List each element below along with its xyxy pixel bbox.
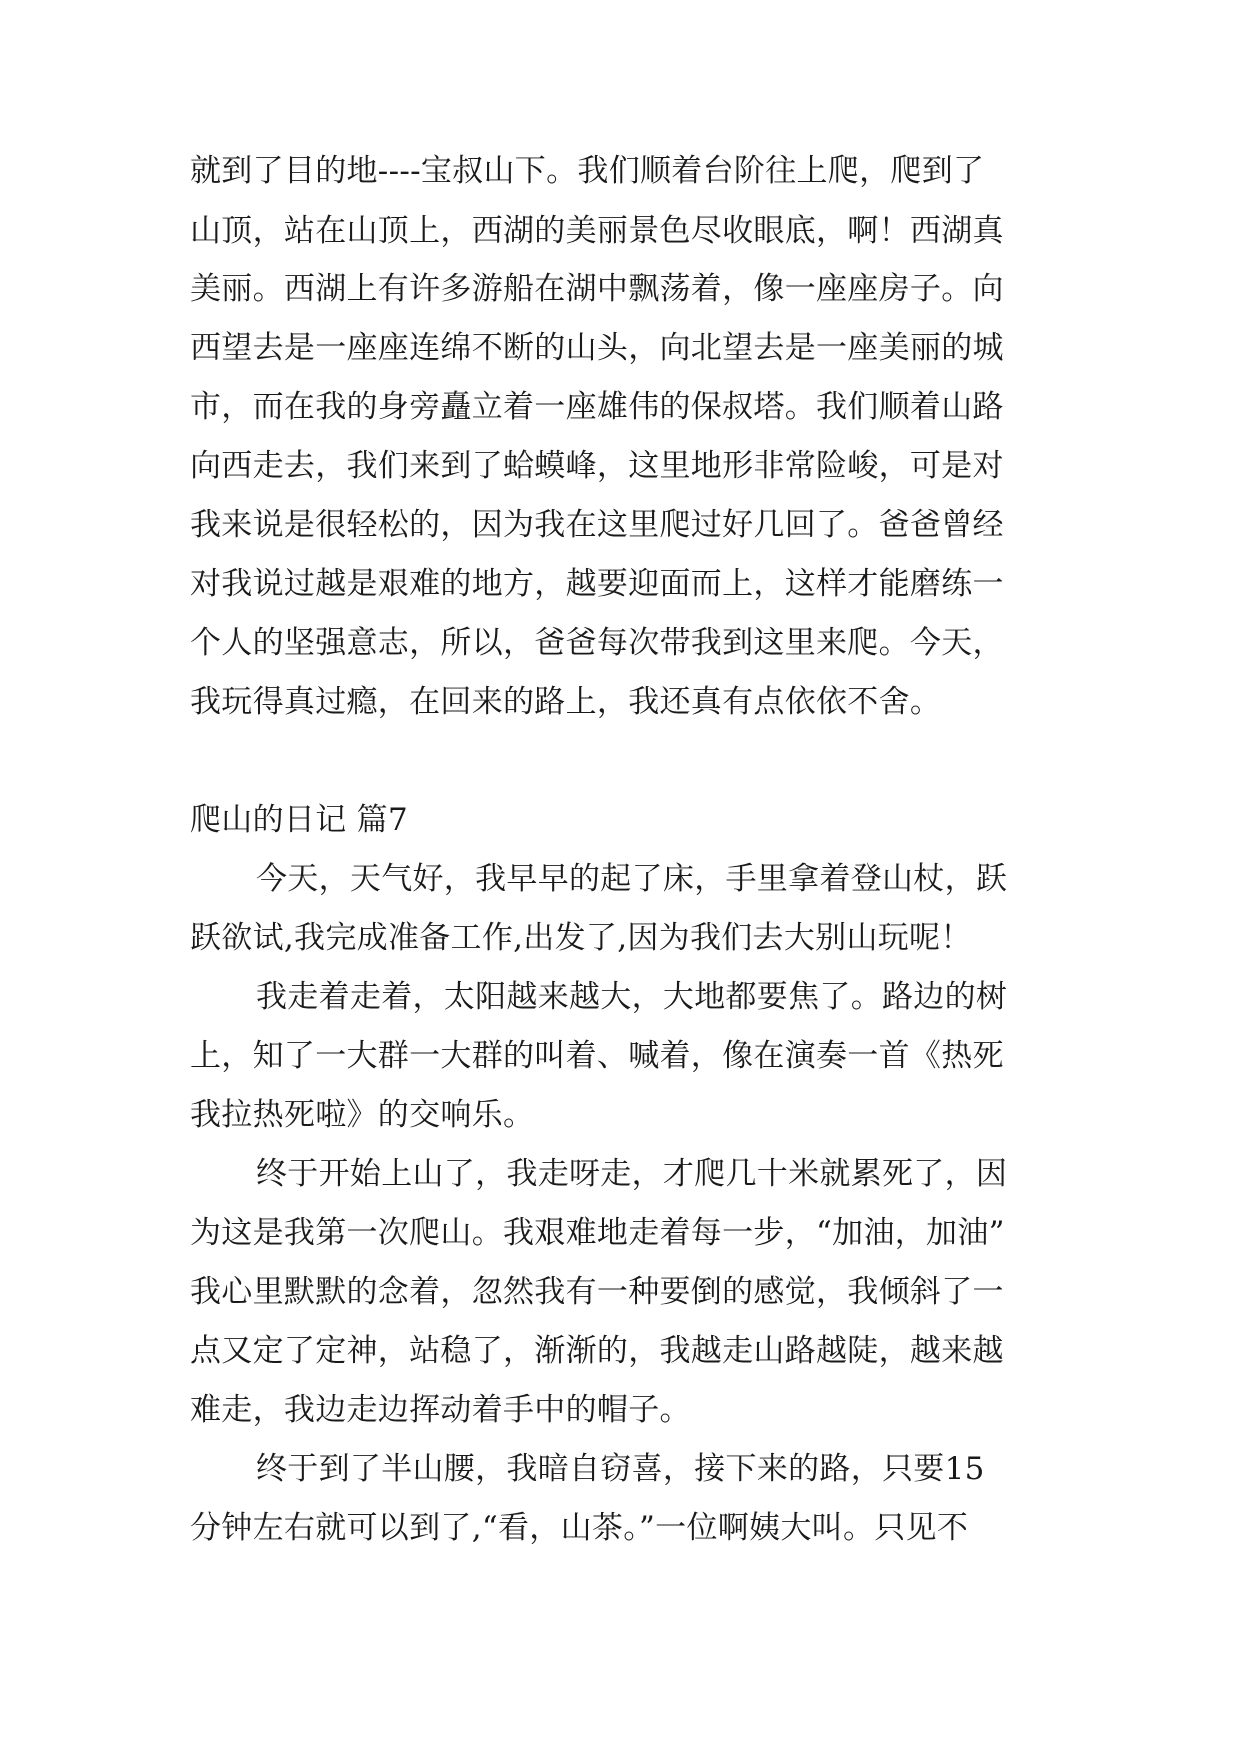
paragraph-first-line: 我走着走着，太阳越来越大，大地都要焦了。路边的树 [256,979,1008,1015]
text-line: 就到了目的地----宝叔山下。我们顺着台阶往上爬，爬到了 [190,153,985,189]
text-line: 市，而在我的身旁矗立着一座雄伟的保叔塔。我们顺着山路 [190,389,1004,425]
text-line: 为这是我第一次爬山。我艰难地走着每一步，“加油，加油” [190,1215,1005,1251]
text-line: 我拉热死啦》的交响乐。 [190,1097,535,1133]
paragraph-first-line: 终于到了半山腰，我暗自窃喜，接下来的路，只要15 [256,1451,985,1487]
text-line: 对我说过越是艰难的地方，越要迎面而上，这样才能磨练一 [190,566,1004,602]
text-line: 我玩得真过瘾，在回来的路上，我还真有点依依不舍。 [190,684,942,720]
text-line: 我来说是很轻松的，因为我在这里爬过好几回了。爸爸曾经 [190,507,1004,543]
text-line: 向西走去，我们来到了蛤蟆峰，这里地形非常险峻，可是对 [190,448,1004,484]
text-line: 分钟左右就可以到了,“看，山茶。”一位啊姨大叫。只见不 [190,1510,969,1546]
text-line: 个人的坚强意志，所以，爸爸每次带我到这里来爬。今天， [190,625,1004,661]
paragraph-first-line: 今天，天气好，我早早的起了床，手里拿着登山杖，跃 [256,861,1008,897]
text-line: 点又定了定神，站稳了，渐渐的，我越走山路越陡，越来越 [190,1333,1004,1369]
section-heading: 爬山的日记 篇7 [190,802,408,838]
text-line: 我心里默默的念着，忽然我有一种要倒的感觉，我倾斜了一 [190,1274,1004,1310]
text-line: 难走，我边走边挥动着手中的帽子。 [190,1392,691,1428]
text-line: 美丽。西湖上有许多游船在湖中飘荡着，像一座座房子。向 [190,271,1004,307]
paragraph-first-line: 终于开始上山了，我走呀走，才爬几十米就累死了，因 [256,1156,1008,1192]
text-line: 跃欲试,我完成准备工作,出发了,因为我们去大别山玩呢！ [190,920,972,956]
text-line: 西望去是一座座连绵不断的山头，向北望去是一座美丽的城 [190,330,1004,366]
text-line: 山顶，站在山顶上，西湖的美丽景色尽收眼底，啊！西湖真 [190,213,1004,249]
text-line: 上，知了一大群一大群的叫着、喊着，像在演奏一首《热死 [190,1038,1004,1074]
